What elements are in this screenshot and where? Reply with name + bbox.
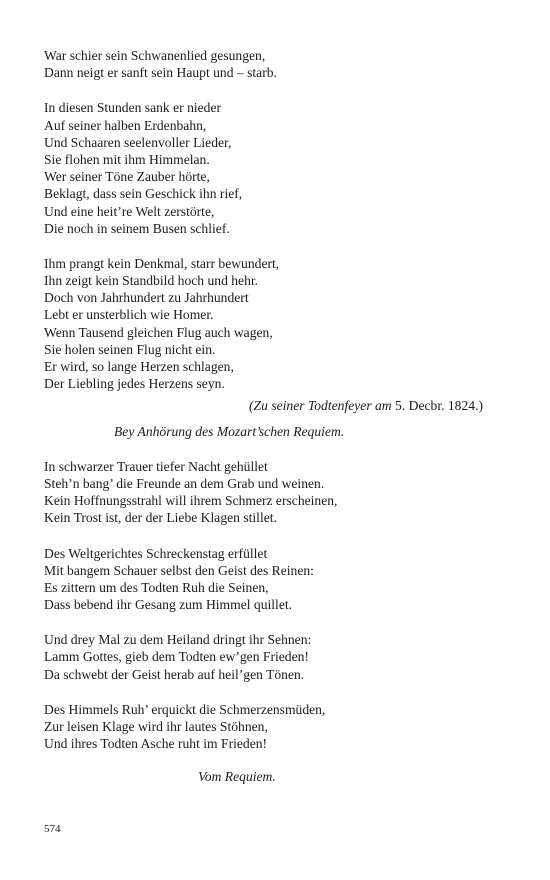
verse-line: Und drey Mal zu dem Heiland dringt ihr Sehnen:	[44, 632, 312, 648]
verse-line: Kein Hoffnungsstrahl will ihrem Schmerz erscheinen,	[44, 493, 338, 509]
verse-line: Mit bangem Schauer selbst den Geist des Reinen:	[44, 562, 314, 578]
verse-line: Zur leisen Klage wird ihr lautes Stöhnen,	[44, 719, 268, 734]
verse-line: Und Schaaren seelenvoller Lieder,	[44, 134, 232, 150]
poem-text	[44, 47, 514, 786]
verse-line: Lebt er unsterblich wie Homer.	[44, 307, 214, 323]
stanza-gap	[44, 237, 514, 255]
verse-line: Sie flohen mit ihm Himmelan.	[44, 151, 210, 167]
verse-line: In schwarzer Trauer tiefer Nacht gehüllet	[44, 458, 268, 474]
verse-line: Und ihres Todten Asche ruht im Frieden!	[44, 736, 268, 752]
stanza-gap	[44, 683, 514, 701]
poem-heading: Bey Anhörung des Mozart’schen Requiem.	[114, 423, 345, 439]
poem-signature: Vom Requiem.	[198, 769, 276, 785]
page-number: 574	[44, 823, 61, 835]
verse-line: Ihm prangt kein Denkmal, starr bewundert,	[44, 255, 280, 271]
dateline	[44, 397, 514, 414]
verse-line: Wer seiner Töne Zauber hörte,	[44, 169, 210, 185]
verse-line: Die noch in seinem Busen schlief.	[44, 220, 230, 236]
dateline-occasion: (Zu seiner Todtenfeyer am	[249, 398, 392, 414]
stanza-gap	[44, 81, 514, 99]
verse-line: In diesen Stunden sank er nieder	[44, 100, 222, 116]
stanza-gap	[44, 440, 514, 458]
verse-line: Dann neigt er sanft sein Haupt und – starb.	[44, 65, 277, 81]
verse-line: Doch von Jahrhundert zu Jahrhundert	[44, 290, 249, 306]
verse-line: Des Weltgerichtes Schreckenstag erfüllet	[44, 545, 268, 561]
verse-line: Beklagt, dass sein Geschick ihn rief,	[44, 186, 243, 202]
stanza-gap	[44, 527, 514, 545]
verse-line: Sie holen seinen Flug nicht ein.	[44, 341, 216, 357]
stanza-4	[44, 458, 514, 527]
stanza-2	[44, 99, 514, 237]
verse-line: Steh’n bang’ die Freunde an dem Grab und weinen.	[44, 475, 325, 491]
verse-line: Ihn zeigt kein Standbild hoch und hehr.	[44, 273, 259, 289]
verse-line: Auf seiner halben Erdenbahn,	[44, 117, 207, 133]
dateline-date: 5. Decbr. 1824.)	[391, 398, 483, 414]
stanza-6	[44, 631, 514, 683]
verse-line: Da schwebt der Geist herab auf heil’gen Tönen.	[44, 666, 305, 682]
verse-line: Des Himmels Ruh’ erquickt die Schmerzensmüden,	[44, 701, 326, 717]
verse-line: Wenn Tausend gleichen Flug auch wagen,	[44, 324, 273, 340]
verse-line: Kein Trost ist, der der Liebe Klagen stillet.	[44, 510, 277, 526]
verse-line: War schier sein Schwanenlied gesungen,	[44, 48, 266, 63]
stanza-1	[44, 47, 514, 81]
verse-line: Es zittern um des Todten Ruh die Seinen,	[44, 579, 269, 595]
stanza-5	[44, 545, 514, 614]
verse-line: Und eine heit’re Welt zerstörte,	[44, 203, 215, 219]
verse-line: Lamm Gottes, gieb dem Todten ew’gen Frieden!	[44, 649, 309, 665]
verse-line: Dass bebend ihr Gesang zum Himmel quillet.	[44, 597, 293, 613]
stanza-7	[44, 701, 514, 753]
stanza-3	[44, 255, 514, 393]
verse-line: Der Liebling jedes Herzens seyn.	[44, 376, 225, 392]
verse-line: Er wird, so lange Herzen schlagen,	[44, 359, 234, 374]
stanza-gap	[44, 613, 514, 631]
